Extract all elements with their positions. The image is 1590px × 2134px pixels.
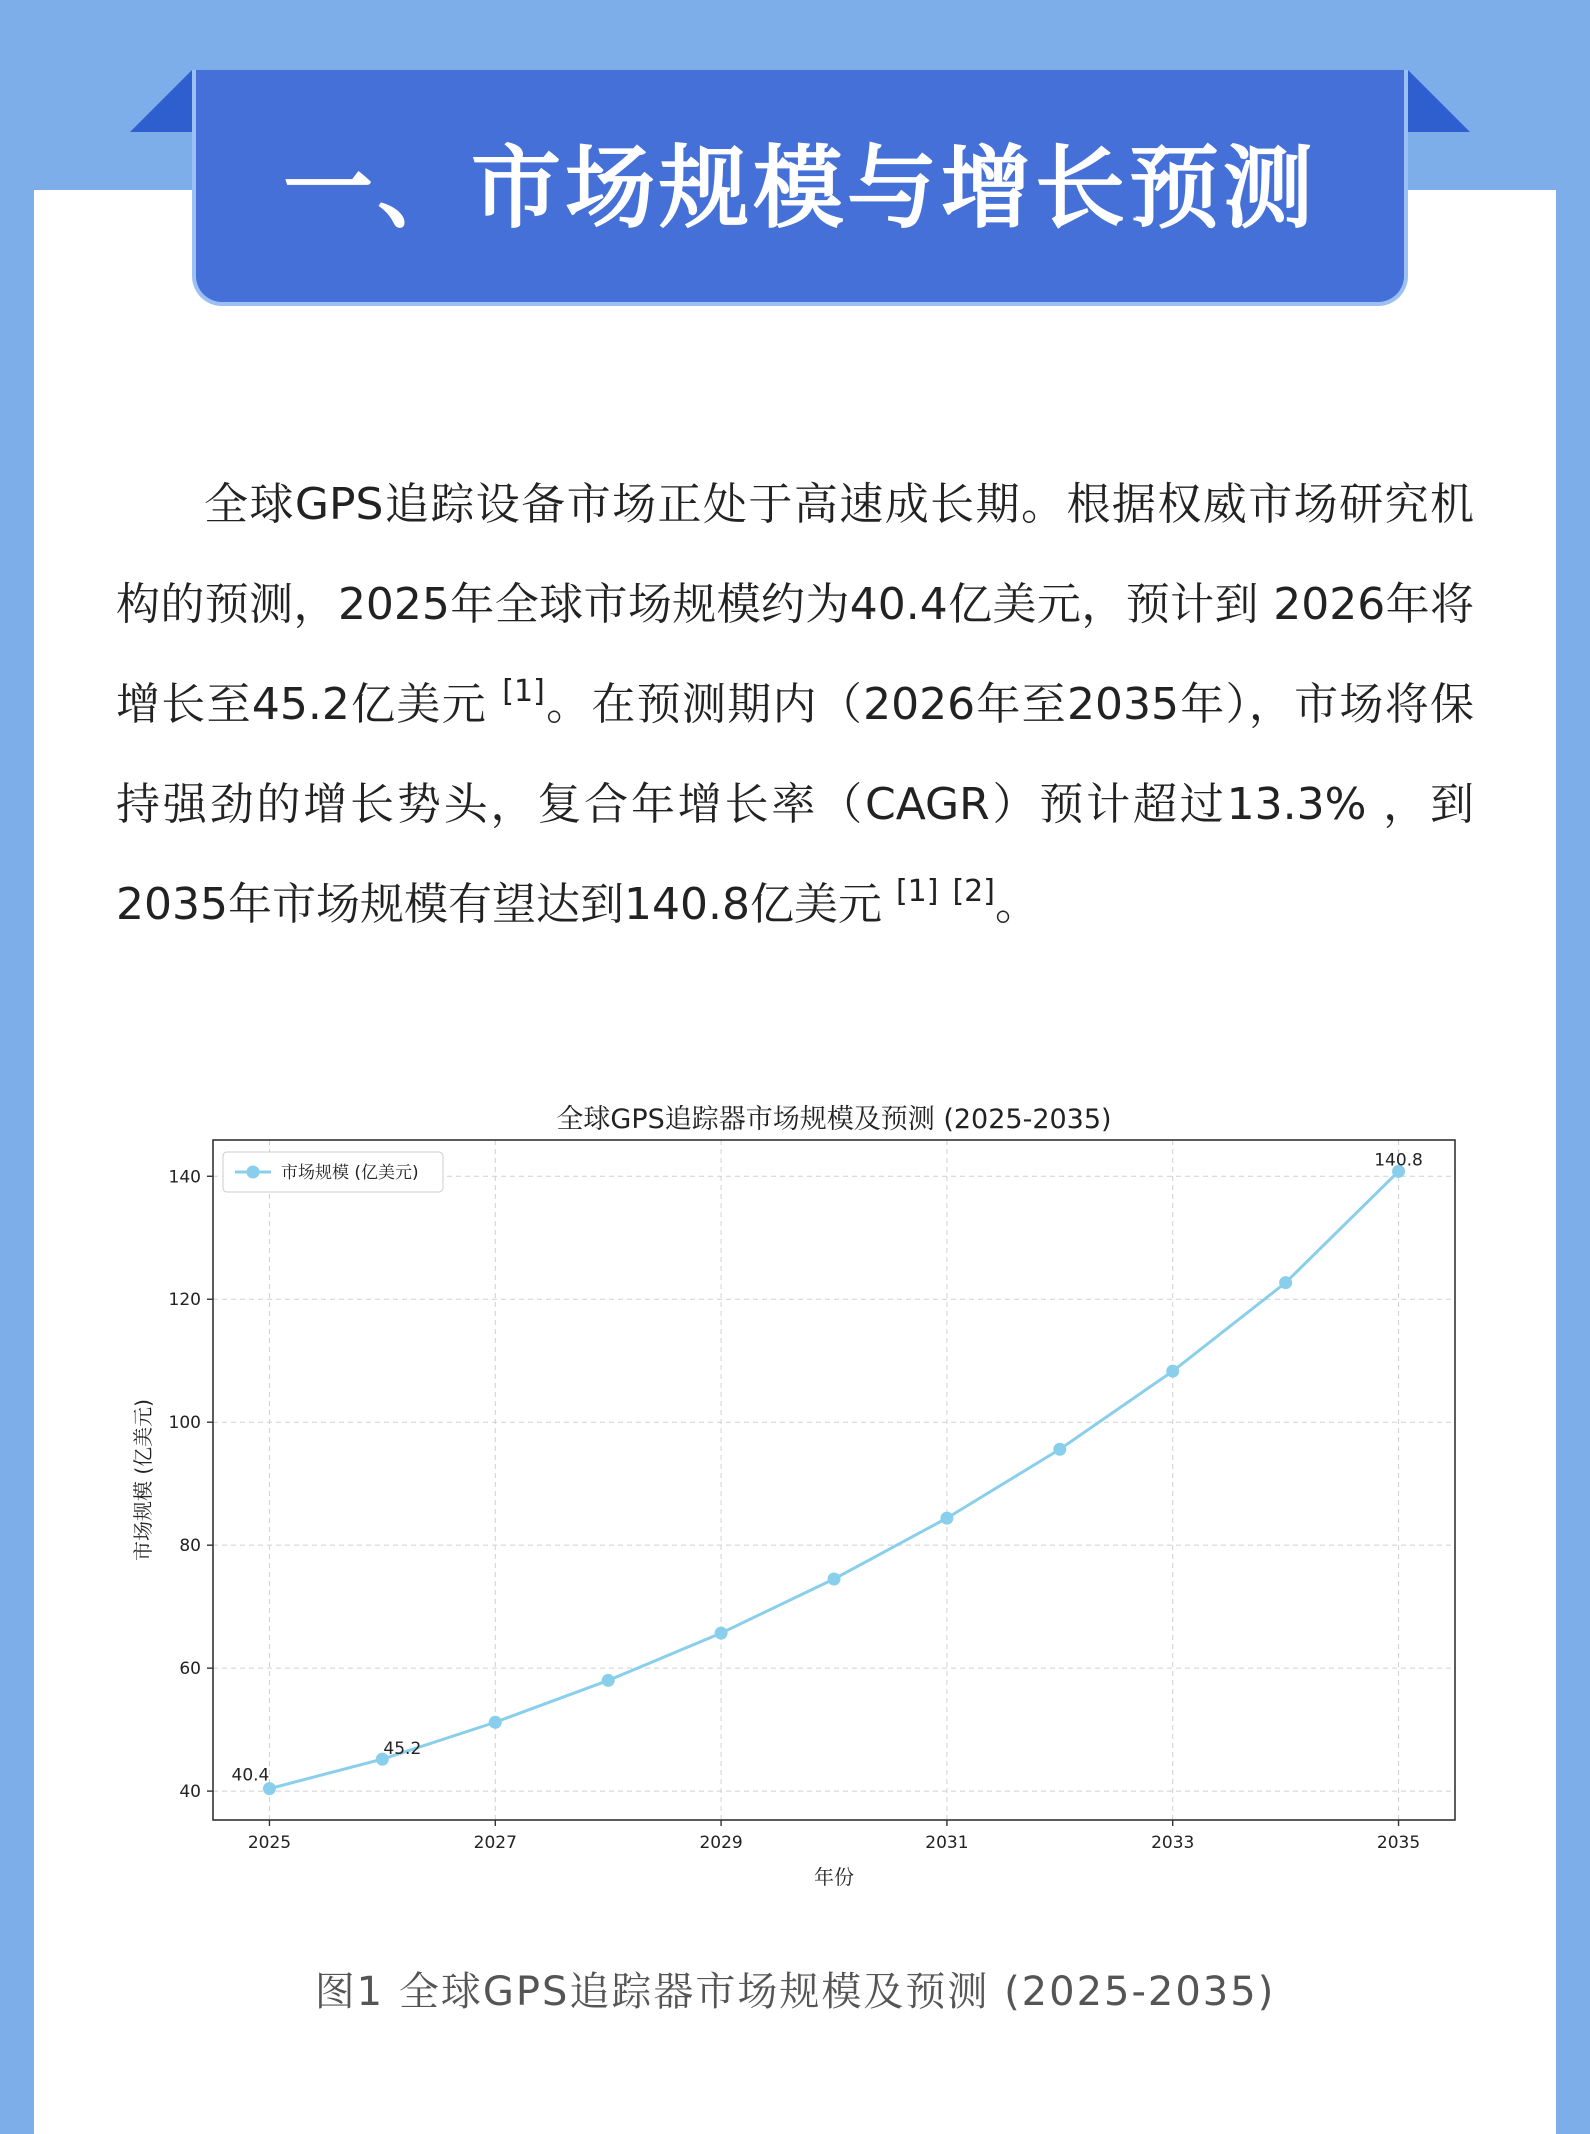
x-tick-label-2: 2029 bbox=[699, 1833, 743, 1853]
section-banner bbox=[192, 70, 1408, 306]
citation-1[interactable]: [1] bbox=[502, 674, 545, 709]
x-axis-label: 年份 bbox=[814, 1865, 854, 1889]
x-tick-label-5: 2035 bbox=[1376, 1833, 1421, 1853]
data-point-2033 bbox=[1166, 1365, 1179, 1378]
y-tick-label-5: 140 bbox=[168, 1167, 201, 1188]
data-point-2027 bbox=[489, 1716, 502, 1729]
section-title: 一、市场规模与增长预测 bbox=[283, 136, 1317, 241]
paragraph-text-2: 。在预测期内（2026年至2035年），市场将保持强劲的增长势头，复合年增长率（CAGR）预计超过13.3% ，到2035年市场规模有望达到140.8亿美元 bbox=[116, 679, 1474, 930]
figure-caption: 图1 全球GPS追踪器市场规模及预测 (2025-2035) bbox=[314, 1969, 1276, 2015]
data-point-2028 bbox=[602, 1674, 615, 1687]
data-label-2026: 45.2 bbox=[383, 1739, 422, 1760]
market-size-line-chart bbox=[120, 1090, 1470, 1890]
data-point-2032 bbox=[1053, 1443, 1066, 1456]
y-tick-label-4: 120 bbox=[168, 1290, 201, 1311]
plot-frame bbox=[213, 1140, 1455, 1820]
y-tick-label-0: 40 bbox=[179, 1782, 201, 1803]
banner-fold-left bbox=[130, 70, 192, 132]
banner-fold-right bbox=[1408, 70, 1470, 132]
y-axis-label: 市场规模 (亿美元) bbox=[131, 1399, 155, 1561]
data-point-2031 bbox=[940, 1512, 953, 1525]
legend-label: 市场规模 (亿美元) bbox=[281, 1163, 419, 1183]
data-point-2034 bbox=[1279, 1276, 1292, 1289]
x-tick-label-3: 2031 bbox=[925, 1833, 969, 1853]
data-label-2025: 40.4 bbox=[231, 1765, 270, 1786]
paragraph-text-1: 全球GPS追踪设备市场正处于高速成长期。根据权威市场研究机构的预测，2025年全球市场规模约为40.4亿美元，预计到 2026年将增长至45.2亿美元 bbox=[116, 479, 1474, 730]
chart-title: 全球GPS追踪器市场规模及预测 (2025-2035) bbox=[556, 1104, 1112, 1135]
data-point-2030 bbox=[828, 1572, 841, 1585]
y-tick-label-3: 100 bbox=[168, 1413, 201, 1434]
paragraph-text-3: 。 bbox=[994, 879, 1039, 930]
citation-3[interactable]: [2] bbox=[952, 874, 995, 909]
data-point-2029 bbox=[715, 1627, 728, 1640]
x-tick-label-4: 2033 bbox=[1151, 1833, 1195, 1853]
y-tick-label-1: 60 bbox=[179, 1659, 201, 1680]
x-tick-label-1: 2027 bbox=[473, 1833, 517, 1853]
series-line bbox=[269, 1171, 1398, 1788]
y-tick-label-2: 80 bbox=[179, 1536, 201, 1557]
data-label-2035: 140.8 bbox=[1374, 1150, 1423, 1171]
x-tick-label-0: 2025 bbox=[247, 1833, 292, 1853]
citation-2[interactable]: [1] bbox=[895, 874, 939, 909]
legend-marker bbox=[247, 1166, 260, 1179]
body-paragraph bbox=[116, 455, 1474, 955]
